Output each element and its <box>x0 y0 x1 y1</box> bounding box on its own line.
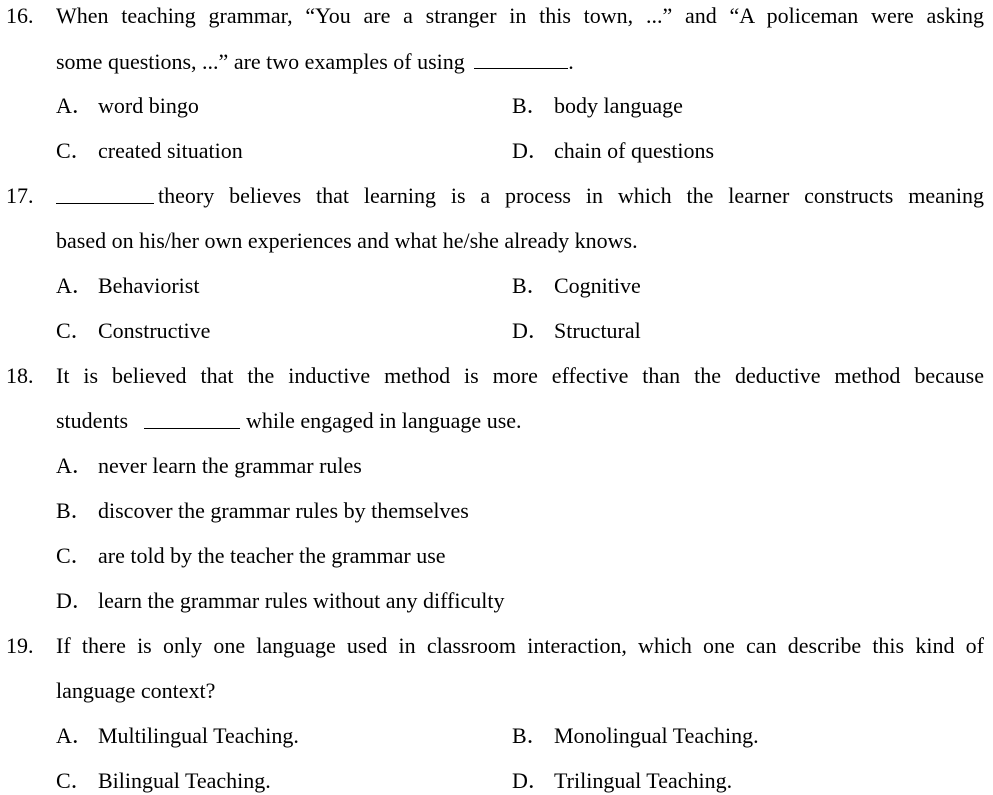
option-a <box>56 455 362 477</box>
answer-blank-wrap <box>56 185 154 208</box>
question-stem-line: language context? <box>56 678 216 703</box>
option-text: body language <box>554 93 683 118</box>
question-stem-line: based on his/her own experiences and what he/she already knows. <box>56 228 638 253</box>
option-letter: C． <box>56 768 93 793</box>
option-c <box>56 545 446 567</box>
option-letter: B． <box>512 723 549 748</box>
question-stem-line: If there is only one language used in classroom interaction, which one can describe this kind of <box>56 633 984 658</box>
option-text: Constructive <box>98 318 211 343</box>
option-a <box>56 275 199 297</box>
option-letter: B． <box>512 273 549 298</box>
option-c <box>56 770 271 792</box>
option-letter: D． <box>512 768 550 793</box>
option-letter: B． <box>512 93 549 118</box>
option-letter: C． <box>56 138 93 163</box>
option-text: word bingo <box>98 93 199 118</box>
question-number: 19. <box>6 633 34 658</box>
option-letter: A． <box>56 93 94 118</box>
option-text: discover the grammar rules by themselves <box>98 498 469 523</box>
question-stem-line: When teaching grammar, “You are a stranger in this town, ...” and “A policeman were asking <box>56 3 984 28</box>
option-d <box>512 320 641 342</box>
option-letter: A． <box>56 273 94 298</box>
option-letter: D． <box>512 138 550 163</box>
option-text: Monolingual Teaching. <box>554 723 759 748</box>
option-d <box>512 770 732 792</box>
option-letter: A． <box>56 453 94 478</box>
option-letter: A． <box>56 723 94 748</box>
option-a <box>56 95 199 117</box>
option-d <box>56 590 504 612</box>
option-b <box>512 725 759 747</box>
question-stem-line: theory believes that learning is a process in which the learner constructs meaning <box>158 183 984 208</box>
option-text: Structural <box>554 318 641 343</box>
option-text: Bilingual Teaching. <box>98 768 271 793</box>
option-d <box>512 140 714 162</box>
option-letter: D． <box>56 588 94 613</box>
option-c <box>56 140 243 162</box>
option-text: Cognitive <box>554 273 641 298</box>
option-text: Trilingual Teaching. <box>554 768 733 793</box>
question-number: 16. <box>6 3 34 28</box>
option-b <box>512 275 641 297</box>
option-b <box>512 95 683 117</box>
option-letter: B． <box>56 498 93 523</box>
question-stem-text: . <box>568 49 574 74</box>
option-letter: C． <box>56 318 93 343</box>
option-text: chain of questions <box>554 138 715 163</box>
answer-blank <box>474 50 568 69</box>
question-stem-text: some questions, ...” are two examples of using <box>56 49 465 74</box>
answer-blank <box>56 185 154 204</box>
option-letter: C． <box>56 543 93 568</box>
option-text: created situation <box>98 138 243 163</box>
option-b <box>56 500 469 522</box>
option-text: Multilingual Teaching. <box>98 723 299 748</box>
question-number: 18. <box>6 363 34 388</box>
option-letter: D． <box>512 318 550 343</box>
answer-blank <box>144 410 240 429</box>
question-stem-text: while engaged in language use. <box>246 408 522 433</box>
option-text: never learn the grammar rules <box>98 453 362 478</box>
option-text: are told by the teacher the grammar use <box>98 543 446 568</box>
answer-blank-wrap <box>144 410 240 433</box>
option-c <box>56 320 210 342</box>
option-text: learn the grammar rules without any difficulty <box>98 588 505 613</box>
question-stem-text: students <box>56 408 129 433</box>
question-number: 17. <box>6 183 34 208</box>
option-a <box>56 725 299 747</box>
question-stem-line <box>56 50 574 73</box>
question-stem-line: It is believed that the inductive method is more effective than the deductive method because <box>56 363 984 388</box>
option-text: Behaviorist <box>98 273 200 298</box>
